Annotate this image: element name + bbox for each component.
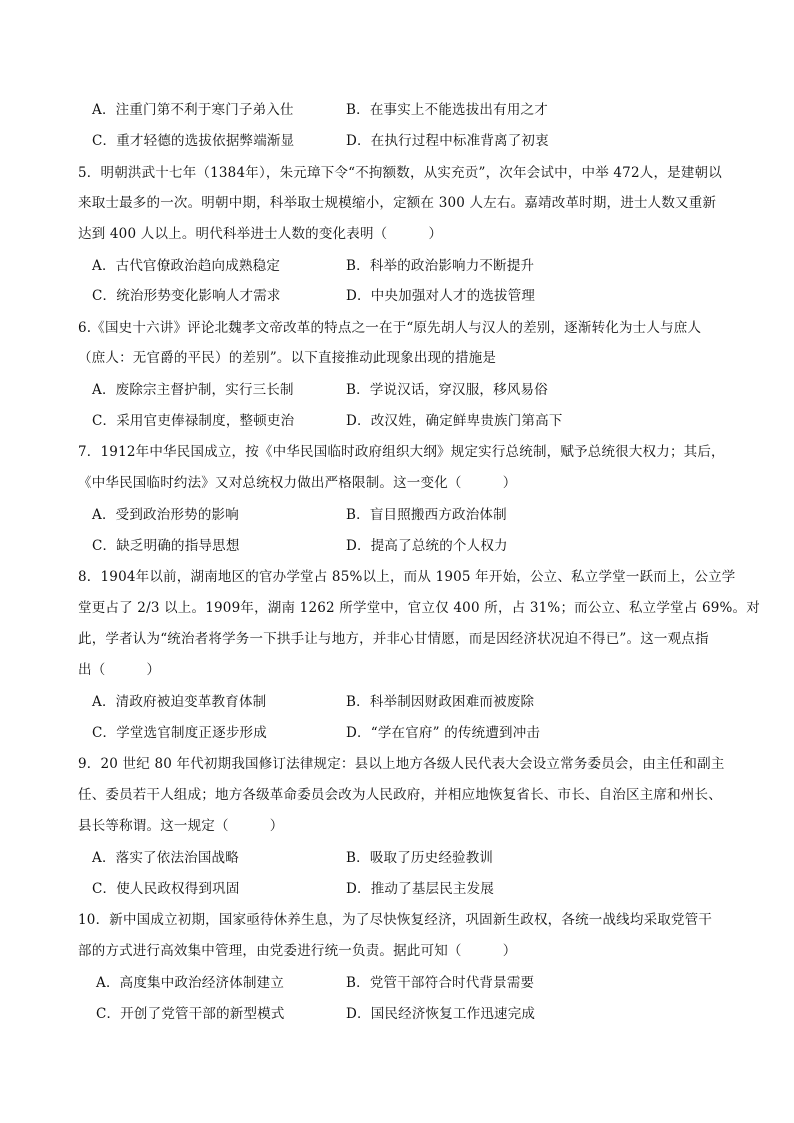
q10-stem-line-2: 部的方式进行高效集中管理，由党委进行统一负责。据此可知（ ）: [78, 943, 517, 959]
q6-stem-line-1: 6.《国史十六讲》评论北魏孝文帝改革的特点之一在于“原先胡人与汉人的差别，逐渐转化为士人与庶人: [78, 320, 702, 336]
q6-stem-line-2: （庶人：无官爵的平民）的差别”。以下直接推动此现象出现的措施是: [78, 350, 497, 366]
q4-option-a: A．注重门第不利于寒门子弟入仕: [92, 102, 294, 118]
q7-option-c: C．缺乏明确的指导思想: [92, 538, 240, 554]
q4-option-d: D．在执行过程中标准背离了初衷: [346, 133, 549, 149]
q8-stem-line-2: 堂更占了 2/3 以上。1909年，湖南 1262 所学堂中，官立仅 400 所，占 31%；而公立、私立学堂占 69%。对: [78, 600, 760, 616]
q5-option-c: C．统治形势变化影响人才需求: [92, 288, 281, 304]
q8-option-d: D．“学在官府” 的传统遭到冲击: [346, 725, 541, 741]
q9-option-b: B．吸取了历史经验教训: [346, 850, 494, 866]
q9-option-a: A．落实了依法治国战略: [92, 850, 239, 866]
q5-option-a: A．古代官僚政治趋向成熟稳定: [92, 258, 281, 274]
q9-option-d: D．推动了基层民主发展: [346, 881, 495, 897]
q9-stem-line-1: 9．20 世纪 80 年代初期我国修订法律规定：县以上地方各级人民代表大会设立常务委员会，由主任和副主: [78, 756, 725, 772]
q8-stem-line-3: 此，学者认为“统治者将学务一下拱手让与地方，并非心甘情愿，而是因经济状况迫不得已”。这一观点指: [78, 631, 709, 647]
q7-option-a: A．受到政治形势的影响: [92, 507, 239, 523]
q9-stem-line-2: 任、委员若干人组成；地方各级革命委员会改为人民政府，并相应地恢复省长、市长、自治区主席和州长、: [78, 787, 722, 803]
q6-option-d: D．改汉姓，确定鲜卑贵族门第高下: [346, 413, 563, 429]
q8-stem-line-4: 出（ ）: [78, 662, 161, 678]
q9-stem-line-3: 县长等称谓。这一规定（ ）: [78, 818, 284, 834]
q9-option-c: C．使人民政权得到巩固: [92, 881, 240, 897]
q4-option-b: B．在事实上不能选拔出有用之才: [346, 102, 548, 118]
q5-option-d: D．中央加强对人才的选拔管理: [346, 288, 536, 304]
q10-option-d: D．国民经济恢复工作迅速完成: [346, 1006, 536, 1022]
q7-option-b: B．盲目照搬西方政治体制: [346, 507, 507, 523]
q5-stem-line-1: 5．明朝洪武十七年（1384年），朱元璋下令“不拘额数，从实充贡”，次年会试中，中举 472人，是建朝以: [78, 165, 722, 181]
q7-stem-line-1: 7．1912年中华民国成立，按《中华民国临时政府组织大纲》规定实行总统制，赋予总统很大权力；其后，: [78, 444, 725, 460]
q5-stem-line-2: 来取士最多的一次。明朝中期，科举取士规模缩小，定额在 300 人左右。嘉靖改革时期，进士人数又重新: [78, 195, 717, 211]
q7-option-d: D．提高了总统的个人权力: [346, 538, 508, 554]
q5-stem-line-3: 达到 400 人以上。明代科举进士人数的变化表明（ ）: [78, 226, 443, 242]
q8-stem-line-1: 8．1904年以前，湖南地区的官办学堂占 85%以上，而从 1905 年开始，公立、私立学堂一跃而上，公立学: [78, 569, 736, 585]
q10-option-a: A．高度集中政治经济体制建立: [96, 975, 285, 991]
q6-option-c: C．采用官吏俸禄制度，整顿吏治: [92, 413, 295, 429]
q6-option-b: B．学说汉话，穿汉服，移风易俗: [346, 382, 548, 398]
q7-stem-line-2: 《中华民国临时约法》又对总统权力做出严格限制。这一变化（ ）: [78, 475, 517, 491]
q4-option-c: C．重才轻德的选拔依据弊端渐显: [92, 133, 295, 149]
q10-option-b: B．党管干部符合时代背景需要: [346, 975, 535, 991]
q5-option-b: B．科举的政治影响力不断提升: [346, 258, 535, 274]
q8-option-a: A．清政府被迫变革教育体制: [92, 694, 267, 710]
q6-option-a: A．废除宗主督护制，实行三长制: [92, 382, 294, 398]
q10-option-c: C．开创了党管干部的新型模式: [96, 1006, 285, 1022]
q8-option-c: C．学堂选官制度正逐步形成: [92, 725, 267, 741]
q8-option-b: B．科举制因财政困难而被废除: [346, 694, 535, 710]
q10-stem-line-1: 10．新中国成立初期，国家亟待休养生息，为了尽快恢复经济，巩固新生政权，各统一战线均采取党管干: [78, 912, 713, 928]
